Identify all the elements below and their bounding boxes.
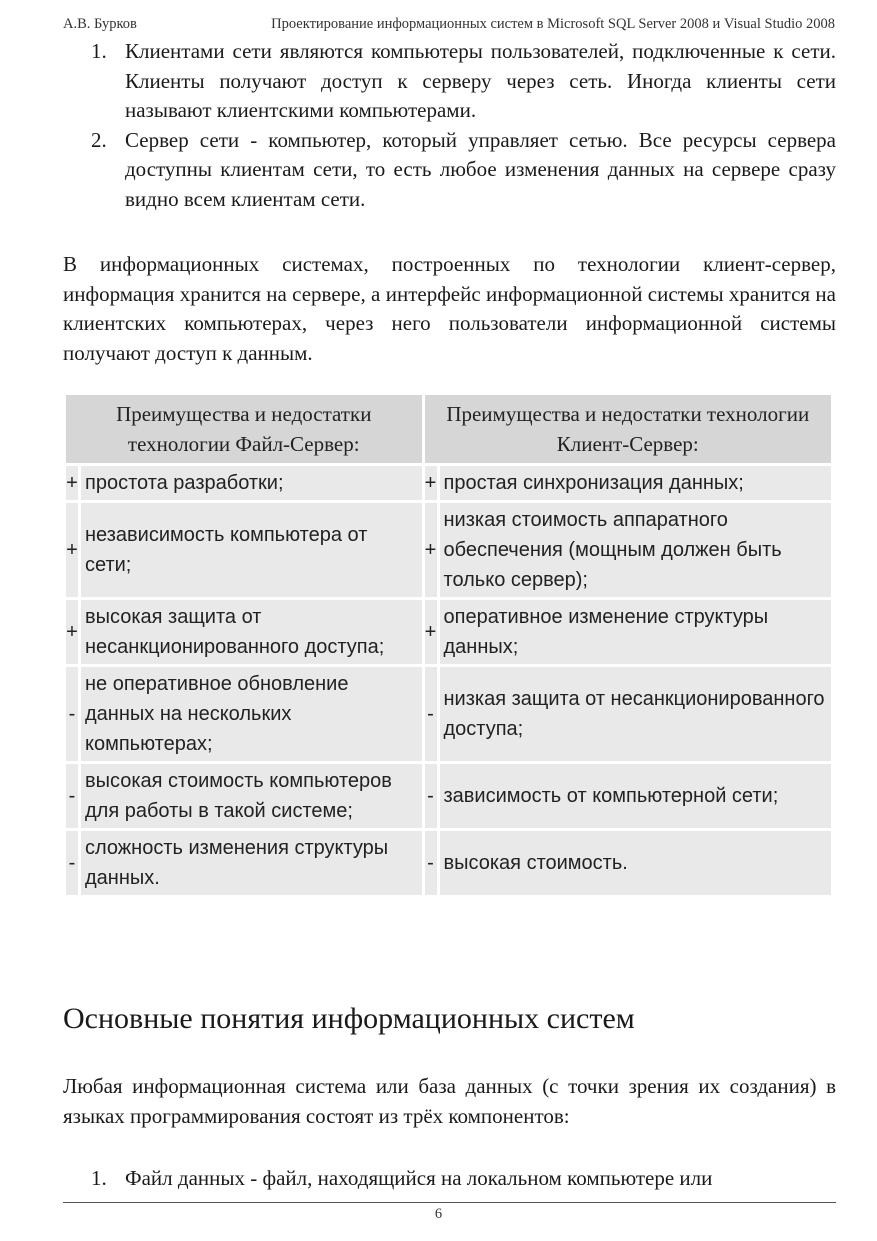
sign-cell: - (425, 764, 437, 828)
table-row (66, 466, 831, 500)
sign-cell: - (66, 831, 78, 895)
sign-cell: + (425, 466, 437, 500)
section-heading: Основные понятия информационных систем (63, 1002, 635, 1035)
list-item-text: Файл данных - файл, находящийся на локальном компьютере или (125, 1166, 713, 1190)
sign-cell: - (425, 831, 437, 895)
sign-cell: - (66, 667, 78, 761)
running-header-title: Проектирование информационных систем в Microsoft SQL Server 2008 и Visual Studio 2008 (271, 16, 835, 32)
list-item (63, 1164, 836, 1194)
paragraph-client-server: В информационных системах, построенных по технологии клиент-сервер, информация хранится на сервере, а интерфейс информационной системы хранится на клиентских компьютерах, через него пользователи информационной системы получают доступ к данным. (63, 252, 836, 365)
table-cell: независимость компьютера от сети; (81, 503, 422, 597)
sign-cell: - (425, 667, 437, 761)
list-item (63, 37, 836, 126)
list-item (63, 126, 836, 215)
table-cell: низкая стоимость аппаратного обеспечения (мощным должен быть только сервер); (440, 503, 831, 597)
table-cell: высокая стоимость компьютеров для работы в такой системе; (81, 764, 422, 828)
numbered-list-network (63, 37, 836, 214)
list-item-number: 2. (91, 127, 107, 152)
list-item-number: 1. (91, 1166, 107, 1190)
table-cell: высокая стоимость. (440, 831, 831, 895)
table-cell: простая синхронизация данных; (440, 466, 831, 500)
table-cell: высокая защита от несанкционированного доступа; (81, 600, 422, 664)
table-header-row (66, 395, 831, 463)
sign-cell: + (66, 600, 78, 664)
list-item-text: Клиентами сети являются компьютеры пользователей, подключенные к сети. Клиенты получают доступ к серверу через сеть. Иногда клиенты сети называют клиентскими компьютерами. (125, 39, 836, 122)
footer-rule (63, 1202, 836, 1203)
running-header-author: А.В. Бурков (63, 16, 137, 32)
sign-cell: + (425, 503, 437, 597)
table-cell: оперативное изменение структуры данных; (440, 600, 831, 664)
paragraph-components: Любая информационная система или база данных (с точки зрения их создания) в языках программирования состоят из трёх компонентов: (63, 1074, 836, 1128)
table-cell: зависимость от компьютерной сети; (440, 764, 831, 828)
table-cell: сложность изменения структуры данных. (81, 831, 422, 895)
table-cell: не оперативное обновление данных на нескольких компьютерах; (81, 667, 422, 761)
sign-cell: + (66, 503, 78, 597)
table-header-file-server: Преимущества и недостатки технологии Файл-Сервер: (66, 395, 422, 463)
sign-cell: + (425, 600, 437, 664)
table-row (66, 764, 831, 828)
sign-cell: - (66, 764, 78, 828)
page-number: 6 (434, 1206, 443, 1222)
table-row (66, 667, 831, 761)
table-cell: низкая защита от несанкционированного доступа; (440, 667, 831, 761)
list-item-text: Сервер сети - компьютер, который управляет сетью. Все ресурсы сервера доступны клиентам сети, то есть любое изменения данных на сервере сразу видно всем клиентам сети. (125, 127, 836, 211)
table-header-client-server: Преимущества и недостатки технологии Клиент-Сервер: (425, 395, 831, 463)
comparison-table (63, 392, 834, 898)
list-item-number: 1. (91, 39, 107, 63)
table-row (66, 600, 831, 664)
table-row (66, 831, 831, 895)
sign-cell: + (66, 466, 78, 500)
numbered-list-components (63, 1164, 836, 1194)
table-row (66, 503, 831, 597)
table-cell: простота разработки; (81, 466, 422, 500)
